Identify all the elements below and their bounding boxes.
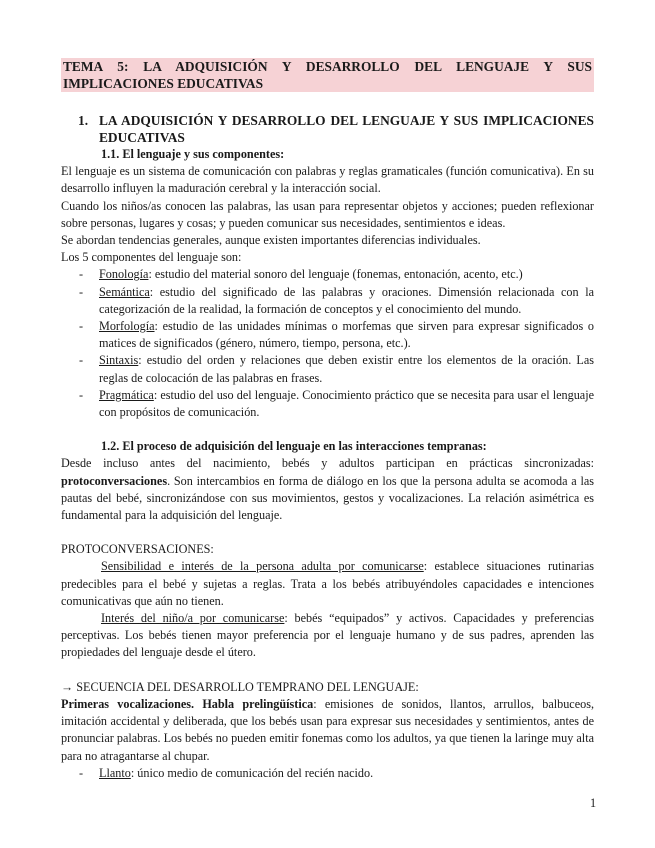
component-description: : estudio del material sonoro del lenguaje (fonemas, entonación, acento, etc.)	[148, 267, 523, 282]
text-run: Desde incluso antes del nacimiento, bebés y adultos participan en prácticas sincronizadas:	[61, 456, 594, 471]
proto-description: : bebés “equipados” y activos. Capacidades y preferencias perceptivas. Los bebés tienen mayor preferencia por el lenguaje humano y de sus padres, aprenden las propiedades del lenguaje desde el útero.	[61, 611, 594, 660]
bullet-dash: -	[79, 765, 84, 780]
section-number: 1.	[78, 113, 89, 128]
subsection-heading-1-2: 1.2. El proceso de adquisición del lenguaje en las interacciones tempranas:	[101, 439, 487, 454]
bold-term: Habla prelingüística	[202, 696, 314, 711]
components-list	[61, 266, 594, 421]
proto-description: : establece situaciones rutinarias predecibles para el bebé y sujetas a reglas. Trata a los bebés atribuyéndoles capacidades e intenciones comunicativas que aún no tienen.	[61, 559, 594, 608]
component-description: : estudio de las unidades mínimas o morfemas que sirven para expresar significados o matices de significados (género, número, tiempo, persona, etc.).	[99, 319, 594, 351]
bold-separator: .	[191, 696, 203, 711]
text-run: . Son intercambios en forma de diálogo en los que la persona adulta se acomoda a las pautas del bebé, sincronizándose con sus movimientos, gestos y vocalizaciones. La relación asimétrica es fundamental para la adquisición del lenguaje.	[61, 473, 594, 523]
list-item	[61, 284, 594, 318]
paragraph-protoconversaciones	[61, 455, 594, 524]
list-item	[61, 318, 594, 352]
proto-heading: PROTOCONVERSACIONES:	[61, 542, 214, 557]
component-term: Semántica	[99, 284, 150, 299]
section-heading	[61, 112, 594, 146]
component-description: : estudio del uso del lenguaje. Conocimiento práctico que se necesita para usar el lenguaje con propósitos de comunicación.	[99, 387, 594, 420]
list-item	[61, 387, 594, 421]
paragraph: Los 5 componentes del lenguaje son:	[61, 250, 242, 265]
proto-item-adult	[61, 558, 594, 610]
component-term: Fonología	[99, 267, 149, 282]
bullet-dash: -	[79, 387, 84, 402]
proto-term: Interés del niño/a por comunicarse	[101, 611, 285, 626]
bullet-dash: -	[79, 319, 84, 334]
text-run: : emisiones de sonidos, llantos, arrullos, balbuceos, imitación accidental y deliberada, que los bebés usan para expresar sus necesidades y sentimientos, antes de pronunciar palabras. Los bebés no pueden emitir fonemas como los adultos, ya que tienen la laringe muy alta para no atragantarse al chupar.	[61, 696, 595, 763]
bullet-dash: -	[79, 353, 84, 368]
document-title: TEMA 5: LA ADQUISICIÓN Y DESARROLLO DEL LENGUAJE Y SUS IMPLICACIONES EDUCATIVAS	[63, 59, 592, 91]
list-item	[61, 765, 594, 782]
component-term: Pragmática	[99, 387, 154, 402]
paragraph: Cuando los niños/as conocen las palabras, las usan para representar objetos y acciones; pueden reflexionar sobre personas, lugares y cosas; y pueden comunicar sus necesidades, sentimientos e ideas.	[61, 198, 594, 230]
bullet-dash: -	[79, 284, 84, 299]
list-item	[61, 266, 594, 283]
sequence-list	[61, 765, 594, 782]
document-page	[61, 58, 594, 782]
proto-item-child	[61, 610, 594, 662]
bold-term: Primeras vocalizaciones	[61, 696, 192, 711]
component-term: Morfología	[99, 319, 155, 334]
sequence-term: Llanto	[99, 765, 131, 780]
page-number: 1	[590, 796, 597, 810]
paragraph: El lenguaje es un sistema de comunicación con palabras y reglas gramaticales (función comunicativa). En su desarrollo influyen la maduración cerebral y la interacción social.	[61, 164, 594, 196]
subsection-heading-1-1: 1.1. El lenguaje y sus componentes:	[101, 147, 285, 161]
proto-term: Sensibilidad e interés de la persona adulta por comunicarse	[101, 559, 424, 574]
sequence-description: : único medio de comunicación del recién nacido.	[130, 765, 374, 780]
sequence-heading: → SECUENCIA DEL DESARROLLO TEMPRANO DEL LENGUAJE:	[61, 679, 419, 694]
component-term: Sintaxis	[99, 353, 139, 368]
bullet-dash: -	[79, 267, 84, 282]
paragraph: Se abordan tendencias generales, aunque existen importantes diferencias individuales.	[61, 233, 481, 248]
component-description: : estudio del significado de las palabras y oraciones. Dimensión relacionada con la categorización de la realidad, la formación de conceptos y el conocimiento del mundo.	[99, 284, 594, 316]
component-description: : estudio del orden y relaciones que deben existir entre los elementos de la oración. Las reglas de colocación de las palabras en frases.	[99, 353, 594, 385]
list-item	[61, 352, 594, 386]
section-heading-text: LA ADQUISICIÓN Y DESARROLLO DEL LENGUAJE Y SUS IMPLICACIONES EDUCATIVAS	[99, 113, 594, 145]
bold-term: protoconversaciones	[61, 473, 168, 488]
sequence-paragraph	[61, 696, 594, 765]
